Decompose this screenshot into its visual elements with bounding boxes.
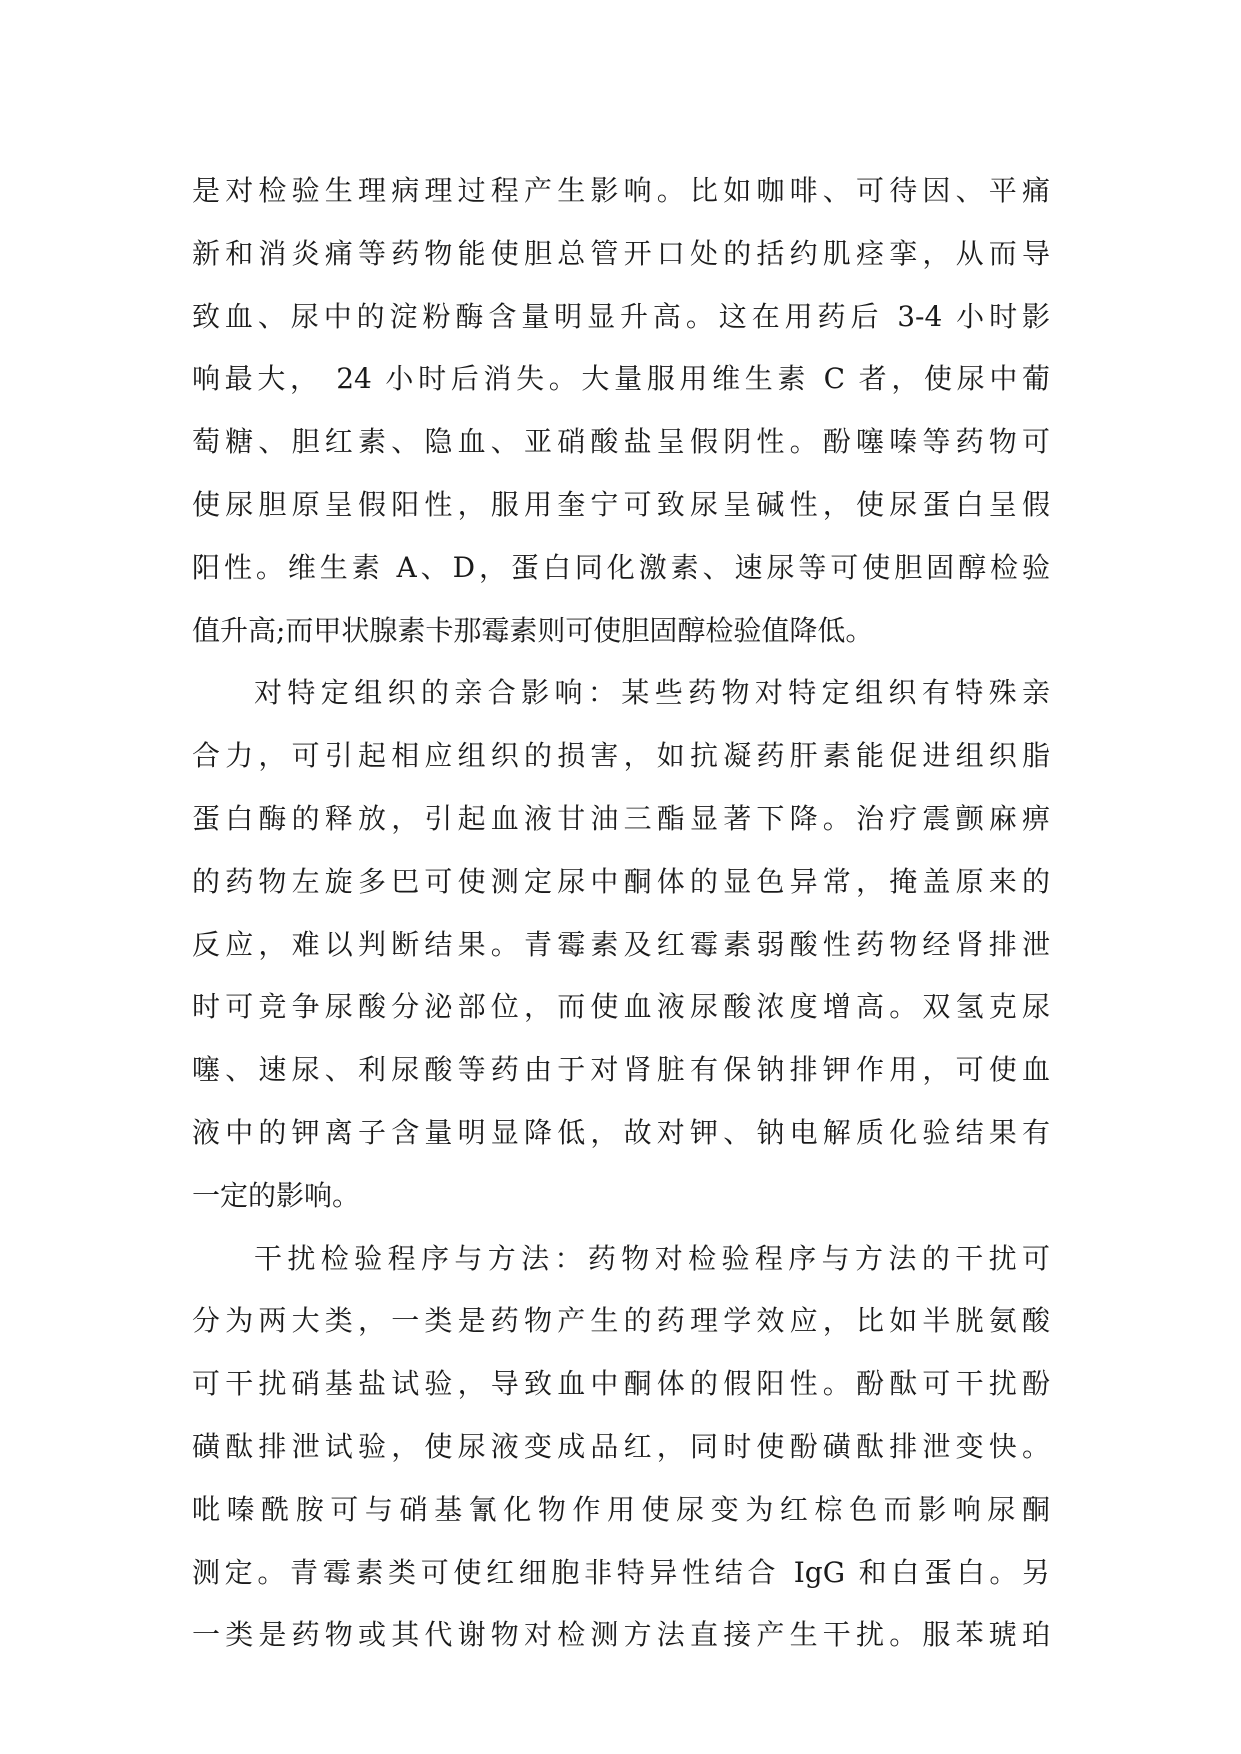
- text-line: 致血、尿中的淀粉酶含量明显升高。这在用药后 3-4 小时影: [192, 299, 1050, 333]
- text-line: 分为两大类，一类是药物产生的药理学效应，比如半胱氨酸: [192, 1304, 1050, 1338]
- text-line: 一类是药物或其代谢物对检测方法直接产生干扰。服苯琥珀: [192, 1618, 1050, 1652]
- text-line: 新和消炎痛等药物能使胆总管开口处的括约肌痉挛，从而导: [192, 236, 1050, 270]
- text-line: 液中的钾离子含量明显降低，故对钾、钠电解质化验结果有: [192, 1115, 1050, 1149]
- text-line: 使尿胆原呈假阳性，服用奎宁可致尿呈碱性，使尿蛋白呈假: [192, 487, 1050, 521]
- text-line: 响最大， 24 小时后消失。大量服用维生素 C 者，使尿中葡: [192, 362, 1050, 396]
- paragraph-first-line: 对特定组织的亲合影响：某些药物对特定组织有特殊亲: [254, 676, 1050, 710]
- text-line: 可干扰硝基盐试验，导致血中酮体的假阳性。酚酞可干扰酚: [192, 1367, 1050, 1401]
- text-line: 合力，可引起相应组织的损害，如抗凝药肝素能促进组织脂: [192, 739, 1050, 773]
- text-line: 噻、速尿、利尿酸等药由于对肾脏有保钠排钾作用，可使血: [192, 1053, 1050, 1087]
- paragraph-first-line: 干扰检验程序与方法：药物对检验程序与方法的干扰可: [254, 1241, 1050, 1275]
- text-line: 蛋白酶的释放，引起血液甘油三酯显著下降。治疗震颤麻痹: [192, 801, 1050, 835]
- text-line: 值升高;而甲状腺素卡那霉素则可使胆固醇检验值降低。: [192, 613, 874, 647]
- text-line: 磺酞排泄试验，使尿液变成品红，同时使酚磺酞排泄变快。: [192, 1429, 1050, 1463]
- text-line: 萄糖、胆红素、隐血、亚硝酸盐呈假阴性。酚噻嗪等药物可: [192, 425, 1050, 459]
- text-line: 反应，难以判断结果。青霉素及红霉素弱酸性药物经肾排泄: [192, 927, 1050, 961]
- text-line: 阳性。维生素 A、D，蛋白同化激素、速尿等可使胆固醇检验: [192, 550, 1050, 584]
- text-line: 是对检验生理病理过程产生影响。比如咖啡、可待因、平痛: [192, 174, 1050, 207]
- text-line: 测定。青霉素类可使红细胞非特异性结合 IgG 和白蛋白。另: [192, 1555, 1050, 1589]
- text-line: 一定的影响。: [192, 1178, 361, 1212]
- text-line: 时可竞争尿酸分泌部位，而使血液尿酸浓度增高。双氢克尿: [192, 990, 1050, 1024]
- text-line: 的药物左旋多巴可使测定尿中酮体的显色异常，掩盖原来的: [192, 864, 1050, 898]
- document-body: [192, 160, 1050, 1667]
- text-line: 吡嗪酰胺可与硝基氰化物作用使尿变为红棕色而影响尿酮: [192, 1492, 1050, 1526]
